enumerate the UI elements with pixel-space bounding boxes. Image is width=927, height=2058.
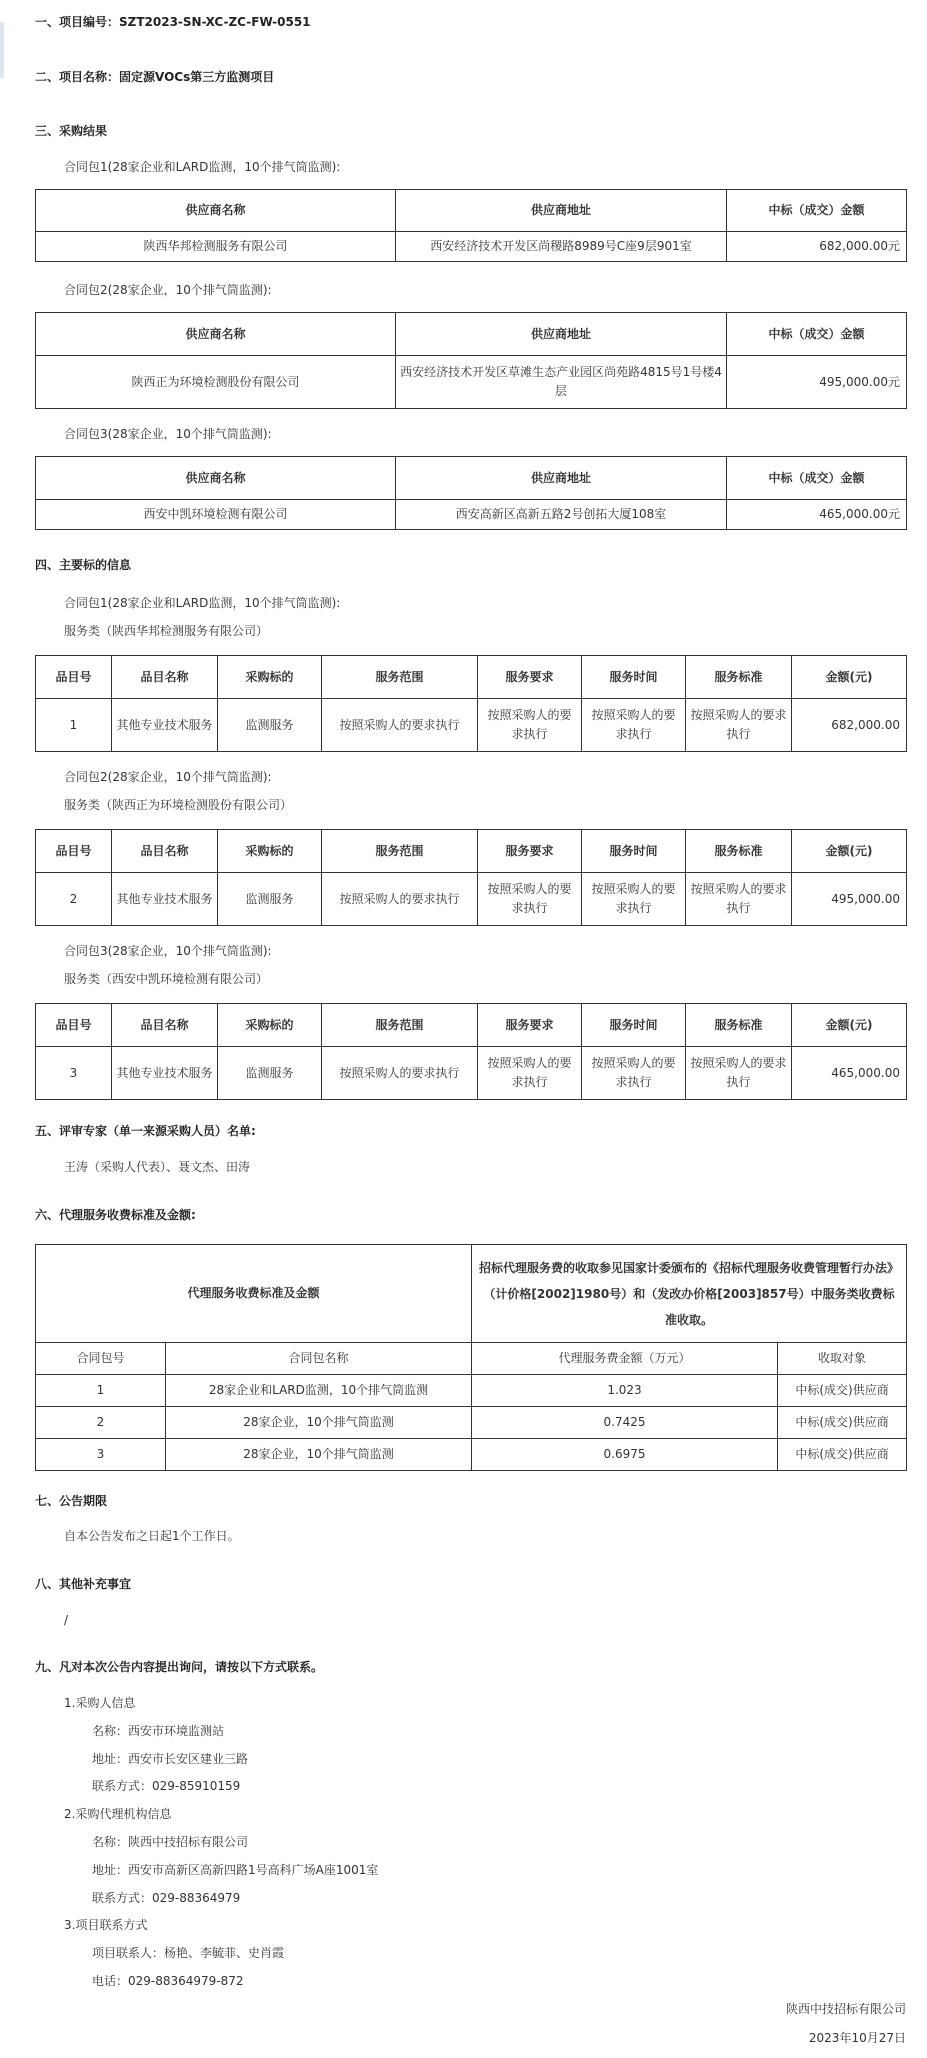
footer-date: 2023年10月27日: [808, 2031, 906, 2045]
section-6-title: 六、代理服务收费标准及金额:: [35, 1208, 196, 1222]
fee-amount: 0.7425: [472, 1407, 778, 1439]
agency-fee-table: [35, 1244, 907, 1471]
result-package-2-label: 合同包2(28家企业，10个排气筒监测):: [64, 283, 272, 297]
header-standard: 服务标准: [686, 656, 792, 699]
section-4-title: 四、主要标的信息: [35, 558, 132, 572]
item-time: 按照采购人的要求执行: [582, 699, 686, 752]
header-supplier-name: 供应商名称: [36, 190, 396, 232]
header-target: 采购标的: [218, 1004, 322, 1047]
item-no: 3: [36, 1047, 112, 1100]
fee-package-no: 1: [36, 1375, 166, 1407]
item-table-3: [35, 1003, 907, 1100]
item-name: 其他专业技术服务: [112, 1047, 218, 1100]
table-row: [36, 1407, 907, 1439]
item-package-2-label: 合同包2(28家企业，10个排气筒监测):: [64, 770, 272, 784]
result-table-1: [35, 189, 907, 262]
header-target: 采购标的: [218, 656, 322, 699]
header-supplier-address: 供应商地址: [396, 457, 727, 500]
purchaser-name: 名称：西安市环境监测站: [92, 1724, 225, 1738]
header-amount: 金额(元): [792, 830, 907, 873]
item-requirement: 按照采购人的要求执行: [478, 873, 582, 926]
item-amount: 682,000.00: [792, 699, 907, 752]
item-scope: 按照采购人的要求执行: [322, 699, 478, 752]
agency-address: 地址：西安市高新区高新四路1号高科广场A座1001室: [92, 1863, 379, 1877]
section-5-title: 五、评审专家（单一来源采购人员）名单:: [35, 1124, 256, 1138]
header-standard: 服务标准: [686, 830, 792, 873]
header-requirement: 服务要求: [478, 1004, 582, 1047]
item-package-3-label: 合同包3(28家企业，10个排气筒监测):: [64, 944, 272, 958]
item-amount: 465,000.00: [792, 1047, 907, 1100]
project-name: 二、项目名称：固定源VOCs第三方监测项目: [35, 70, 275, 84]
item-scope: 按照采购人的要求执行: [322, 873, 478, 926]
fee-col-payer: 收取对象: [778, 1343, 907, 1375]
item-target: 监测服务: [218, 1047, 322, 1100]
result-table-2: [35, 312, 907, 409]
header-time: 服务时间: [582, 830, 686, 873]
item-package-1-label: 合同包1(28家企业和LARD监测，10个排气筒监测):: [64, 596, 341, 610]
item-standard: 按照采购人的要求执行: [686, 873, 792, 926]
fee-amount: 0.6975: [472, 1439, 778, 1471]
table-row: [36, 1375, 907, 1407]
header-item-no: 品目号: [36, 656, 112, 699]
item-amount: 495,000.00: [792, 873, 907, 926]
header-supplier-address: 供应商地址: [396, 190, 727, 232]
item-requirement: 按照采购人的要求执行: [478, 699, 582, 752]
section-3-title: 三、采购结果: [35, 124, 108, 138]
fee-payer: 中标(成交)供应商: [778, 1375, 907, 1407]
fee-col-package-name: 合同包名称: [166, 1343, 472, 1375]
fee-package-name: 28家企业，10个排气筒监测: [166, 1407, 472, 1439]
header-target: 采购标的: [218, 830, 322, 873]
fee-col-amount: 代理服务费金额（万元）: [472, 1343, 778, 1375]
project-contact-phone: 电话：029-88364979-872: [92, 1974, 244, 1988]
item-package-2-category: 服务类（陕西正为环境检测股份有限公司）: [64, 798, 293, 812]
table-row: [36, 1439, 907, 1471]
project-contact-heading: 3.项目联系方式: [64, 1918, 148, 1932]
header-standard: 服务标准: [686, 1004, 792, 1047]
left-edge-decoration: [0, 22, 4, 78]
item-target: 监测服务: [218, 873, 322, 926]
supplier-address: 西安经济技术开发区草滩生态产业园区尚苑路4815号1号楼4层: [396, 356, 727, 409]
header-item-name: 品目名称: [112, 1004, 218, 1047]
fee-payer: 中标(成交)供应商: [778, 1407, 907, 1439]
purchaser-address: 地址：西安市长安区建业三路: [92, 1752, 249, 1766]
item-time: 按照采购人的要求执行: [582, 873, 686, 926]
fee-package-no: 3: [36, 1439, 166, 1471]
header-item-name: 品目名称: [112, 830, 218, 873]
fee-col-package-no: 合同包号: [36, 1343, 166, 1375]
header-scope: 服务范围: [322, 830, 478, 873]
result-package-1-label: 合同包1(28家企业和LARD监测，10个排气筒监测):: [64, 160, 341, 174]
header-supplier-address: 供应商地址: [396, 313, 727, 356]
award-amount: 465,000.00元: [727, 500, 907, 530]
item-no: 1: [36, 699, 112, 752]
header-requirement: 服务要求: [478, 656, 582, 699]
purchaser-heading: 1.采购人信息: [64, 1696, 136, 1710]
header-supplier-name: 供应商名称: [36, 313, 396, 356]
fee-header-right: 招标代理服务费的收取参见国家计委颁布的《招标代理服务收费管理暂行办法》（计价格[2002]1980号）和（发改办价格[2003]857号）中服务类收费标准收取。: [472, 1245, 907, 1343]
item-no: 2: [36, 873, 112, 926]
agency-contact: 联系方式：029-88364979: [92, 1891, 241, 1905]
result-package-3-label: 合同包3(28家企业，10个排气筒监测):: [64, 427, 272, 441]
fee-package-name: 28家企业，10个排气筒监测: [166, 1439, 472, 1471]
item-package-1-category: 服务类（陕西华邦检测服务有限公司）: [64, 624, 269, 638]
header-item-no: 品目号: [36, 830, 112, 873]
item-time: 按照采购人的要求执行: [582, 1047, 686, 1100]
header-scope: 服务范围: [322, 1004, 478, 1047]
header-award-amount: 中标（成交）金额: [727, 313, 907, 356]
award-amount: 682,000.00元: [727, 232, 907, 262]
notice-period: 自本公告发布之日起1个工作日。: [64, 1529, 240, 1543]
footer-organization: 陕西中技招标有限公司: [785, 2002, 906, 2016]
header-amount: 金额(元): [792, 1004, 907, 1047]
section-9-title: 九、凡对本次公告内容提出询问，请按以下方式联系。: [35, 1660, 324, 1674]
supplier-name: 陕西正为环境检测股份有限公司: [36, 356, 396, 409]
project-number: 一、项目编号：SZT2023-SN-XC-ZC-FW-0551: [35, 15, 311, 29]
purchaser-contact: 联系方式：029-85910159: [92, 1779, 241, 1793]
result-table-3: [35, 456, 907, 530]
item-table-2: [35, 829, 907, 926]
award-amount: 495,000.00元: [727, 356, 907, 409]
supplier-address: 西安高新区高新五路2号创拓大厦108室: [396, 500, 727, 530]
item-standard: 按照采购人的要求执行: [686, 1047, 792, 1100]
supplier-name: 西安中凯环境检测有限公司: [36, 500, 396, 530]
header-time: 服务时间: [582, 656, 686, 699]
item-package-3-category: 服务类（西安中凯环境检测有限公司）: [64, 972, 269, 986]
header-supplier-name: 供应商名称: [36, 457, 396, 500]
fee-package-no: 2: [36, 1407, 166, 1439]
item-name: 其他专业技术服务: [112, 873, 218, 926]
fee-payer: 中标(成交)供应商: [778, 1439, 907, 1471]
header-time: 服务时间: [582, 1004, 686, 1047]
supplier-name: 陕西华邦检测服务有限公司: [36, 232, 396, 262]
item-table-1: [35, 655, 907, 752]
item-standard: 按照采购人的要求执行: [686, 699, 792, 752]
item-name: 其他专业技术服务: [112, 699, 218, 752]
header-award-amount: 中标（成交）金额: [727, 190, 907, 232]
header-requirement: 服务要求: [478, 830, 582, 873]
header-amount: 金额(元): [792, 656, 907, 699]
expert-list: 王涛（采购人代表）、聂文杰、田涛: [64, 1160, 251, 1174]
supplier-address: 西安经济技术开发区尚稷路8989号C座9层901室: [396, 232, 727, 262]
fee-amount: 1.023: [472, 1375, 778, 1407]
fee-header-left: 代理服务收费标准及金额: [36, 1245, 472, 1343]
header-item-no: 品目号: [36, 1004, 112, 1047]
header-award-amount: 中标（成交）金额: [727, 457, 907, 500]
item-target: 监测服务: [218, 699, 322, 752]
section-7-title: 七、公告期限: [35, 1494, 108, 1508]
item-requirement: 按照采购人的要求执行: [478, 1047, 582, 1100]
header-scope: 服务范围: [322, 656, 478, 699]
project-contact-people: 项目联系人：杨艳、李毓菲、史肖霞: [92, 1946, 285, 1960]
fee-package-name: 28家企业和LARD监测，10个排气筒监测: [166, 1375, 472, 1407]
header-item-name: 品目名称: [112, 656, 218, 699]
section-8-title: 八、其他补充事宜: [35, 1577, 132, 1591]
agency-name: 名称：陕西中技招标有限公司: [92, 1835, 249, 1849]
agency-heading: 2.采购代理机构信息: [64, 1807, 172, 1821]
supplementary-info: /: [64, 1613, 69, 1627]
item-scope: 按照采购人的要求执行: [322, 1047, 478, 1100]
